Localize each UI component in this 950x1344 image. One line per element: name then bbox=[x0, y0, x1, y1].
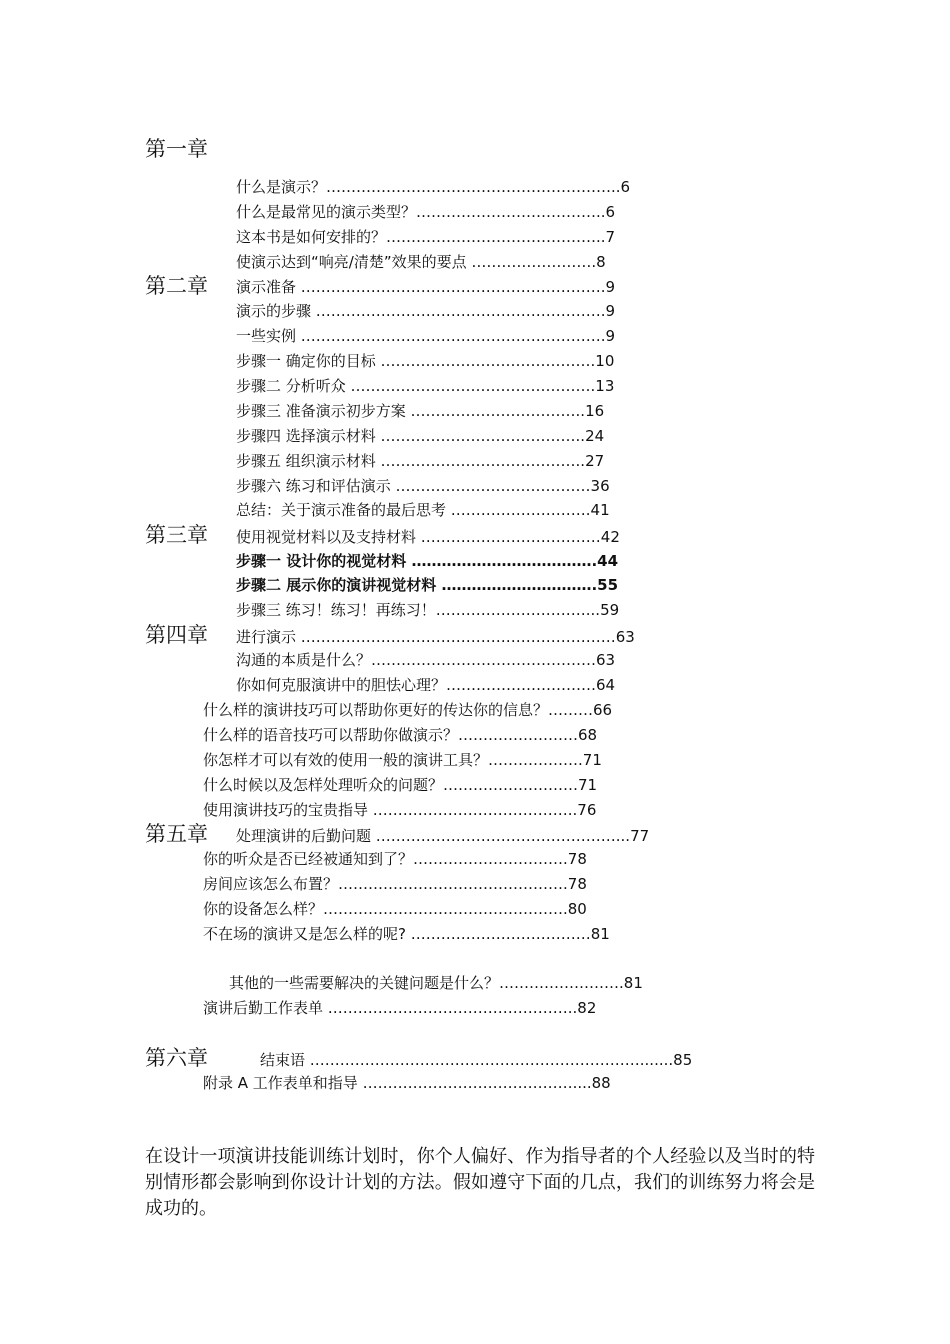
toc-entry: 附录 A 工作表单和指导 ……………………………………....88 bbox=[203, 1074, 611, 1092]
toc-entry: 总结：关于演示准备的最后思考 ……………………….41 bbox=[236, 501, 610, 519]
toc-entry: 你怎样才可以有效的使用一般的演讲工具？……………….71 bbox=[203, 751, 602, 769]
toc-entry: 什么样的演讲技巧可以帮助你更好的传达你的信息？………66 bbox=[203, 701, 613, 719]
toc-entry: 步骤一 设计你的视觉材料 ……………………………….44 bbox=[236, 552, 619, 570]
toc-entry: 其他的一些需要解决的关键问题是什么？…………………….81 bbox=[229, 974, 643, 992]
chapter-5-heading: 第五章 bbox=[145, 822, 208, 846]
toc-entry: 沟通的本质是什么？………………………………………63 bbox=[236, 651, 616, 669]
body-paragraph: 在设计一项演讲技能训练计划时，你个人偏好、作为指导者的个人经验以及当时的特别情形都会影响到你设计计划的方法。假如遵守下面的几点，我们的训练努力将会是成功的。 bbox=[145, 1146, 815, 1219]
chapter-4-heading: 第四章 bbox=[145, 623, 208, 647]
toc-entry: 演示准备 …………………………………………………….9 bbox=[236, 278, 616, 296]
toc-entry: 房间应该怎么布置？……………………………………….78 bbox=[203, 875, 587, 893]
toc-entry: 处理演讲的后勤问题 …………………………………………...77 bbox=[236, 827, 650, 845]
toc-entry: 这本书是如何安排的？……………………………………..7 bbox=[236, 228, 616, 246]
toc-entry: 什么样的语音技巧可以帮助你做演示？……………………68 bbox=[203, 726, 598, 744]
chapter-3-heading: 第三章 bbox=[145, 523, 208, 547]
toc-entry: 什么时候以及怎样处理听众的问题？………………………71 bbox=[203, 776, 598, 794]
toc-entry: 演讲后勤工作表单 …………………………………………..82 bbox=[203, 999, 597, 1017]
toc-entry: 进行演示 ………………………………………………………63 bbox=[236, 628, 635, 646]
toc-entry: 步骤一 确定你的目标 …………………………………….10 bbox=[236, 352, 615, 370]
toc-entry: 步骤四 选择演示材料 …………………………………..24 bbox=[236, 427, 605, 445]
toc-entry: 步骤六 练习和评估演示 …………………………………36 bbox=[236, 477, 610, 495]
toc-entry: 不在场的演讲又是怎么样的呢? ………………………………81 bbox=[203, 925, 610, 943]
chapter-6-heading: 第六章 bbox=[145, 1046, 208, 1070]
toc-entry: 步骤三 准备演示初步方案 ……………………………..16 bbox=[236, 402, 605, 420]
toc-entry: 你的听众是否已经被通知到了？………………………….78 bbox=[203, 850, 587, 868]
toc-entry: 你的设备怎么样？………………………………………….80 bbox=[203, 900, 587, 918]
toc-entry: 什么是演示？…………………………………………………..6 bbox=[236, 178, 631, 196]
chapter-1-heading: 第一章 bbox=[145, 137, 208, 161]
toc-entry: 你如何克服演讲中的胆怯心理？…………………………64 bbox=[236, 676, 616, 694]
toc-entry: 步骤二 展示你的演讲视觉材料 ………………………….55 bbox=[236, 576, 619, 594]
toc-entry: 一些实例 …………………………………………………….9 bbox=[236, 327, 616, 345]
toc-entry: 步骤三 练习！练习！再练习！…………………………...59 bbox=[236, 601, 620, 619]
toc-entry: 使演示达到“响亮/清楚”效果的要点 …………………….8 bbox=[236, 253, 606, 271]
toc-entry: 步骤五 组织演示材料 …………………………………..27 bbox=[236, 452, 605, 470]
toc-entry: 步骤二 分析听众 ………………………………………….13 bbox=[236, 377, 615, 395]
toc-entry: 什么是最常见的演示类型？………………………………..6 bbox=[236, 203, 616, 221]
toc-entry: 使用演讲技巧的宝贵指导 …………………………………..76 bbox=[203, 801, 597, 819]
toc-entry: 演示的步骤 ………………………………………………….9 bbox=[236, 302, 616, 320]
toc-entry: 结束语 ………………………………………………………….......85 bbox=[260, 1051, 693, 1069]
chapter-2-heading: 第二章 bbox=[145, 274, 208, 298]
toc-entry: 使用视觉材料以及支持材料 ………………………………42 bbox=[236, 528, 620, 546]
